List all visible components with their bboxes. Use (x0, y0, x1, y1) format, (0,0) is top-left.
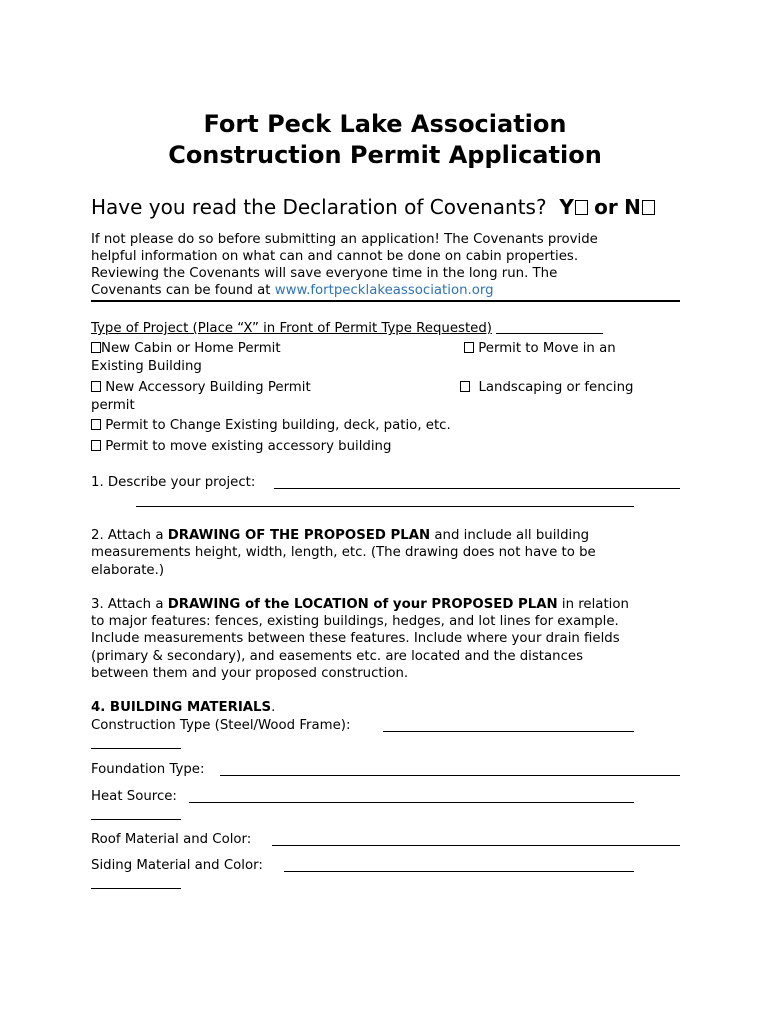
option-landscaping (460, 379, 634, 396)
no-checkbox[interactable] (642, 200, 655, 215)
section-2-line-3: elaborate.) (91, 563, 165, 578)
title-line-1: Fort Peck Lake Association (203, 110, 567, 138)
covenants-note-line-4 (91, 282, 494, 299)
section-3-suffix: in relation (557, 597, 629, 612)
no-label: N (624, 195, 641, 219)
move-in-label-line-2: Existing Building (91, 359, 202, 374)
section-divider (91, 300, 680, 302)
section-3-bold: DRAWING of the LOCATION of your PROPOSED PLAN (167, 597, 558, 612)
roof-material-label: Roof Material and Color: (91, 832, 252, 847)
covenants-question-text: Have you read the Declaration of Covenants? (91, 195, 547, 219)
siding-material-line-1[interactable] (284, 871, 634, 872)
heat-source-line-2[interactable] (91, 819, 181, 820)
section-3-prefix: 3. Attach a (91, 597, 168, 612)
construction-type-line-1[interactable] (383, 731, 634, 732)
section-2-bold: DRAWING OF THE PROPOSED PLAN (167, 528, 431, 543)
covenants-note-line-1: If not please do so before submitting an application! The Covenants provide (91, 232, 598, 247)
new-cabin-label: New Cabin or Home Permit (101, 341, 281, 356)
accessory-label: New Accessory Building Permit (105, 380, 311, 395)
covenants-link[interactable]: www.fortpecklakeassociation.org (274, 283, 494, 298)
section-2-prefix: 2. Attach a (91, 528, 168, 543)
covenants-note-line-3: Reviewing the Covenants will save everyone time in the long run. The (91, 266, 558, 281)
change-label: Permit to Change Existing building, deck, patio, etc. (105, 418, 451, 433)
project-type-heading (91, 320, 603, 337)
title-line-2: Construction Permit Application (168, 141, 602, 169)
foundation-type-label: Foundation Type: (91, 762, 205, 777)
new-cabin-checkbox[interactable] (91, 342, 101, 353)
covenants-note-line-2: helpful information on what can and cannot be done on cabin properties. (91, 249, 579, 264)
change-checkbox[interactable] (91, 419, 101, 430)
accessory-checkbox[interactable] (91, 381, 101, 392)
heat-source-line-1[interactable] (189, 802, 634, 803)
covenants-question (91, 195, 655, 219)
landscaping-checkbox[interactable] (460, 381, 470, 392)
move-accessory-checkbox[interactable] (91, 440, 101, 451)
section-3-line-4: (primary & secondary), and easements etc. are located and the distances (91, 649, 584, 664)
option-change (91, 417, 451, 434)
option-move-in (464, 340, 616, 357)
describe-project-line-1[interactable] (274, 488, 680, 489)
section-2-line-1 (91, 527, 589, 544)
yes-label: Y (559, 195, 574, 219)
siding-material-label: Siding Material and Color: (91, 858, 263, 873)
section-3-line-1 (91, 596, 629, 613)
option-move-accessory (91, 438, 391, 455)
project-type-heading-text: Type of Project (Place “X” in Front of Permit Type Requested) (91, 321, 492, 336)
heading-period: . (271, 700, 276, 715)
section-2-suffix: and include all building (430, 528, 590, 543)
building-materials-heading (91, 699, 275, 716)
option-new-cabin (91, 340, 281, 357)
foundation-type-line[interactable] (220, 775, 680, 776)
siding-material-line-2[interactable] (91, 888, 181, 889)
section-2-line-2: measurements height, width, length, etc. (The drawing does not have to be (91, 545, 596, 560)
section-3-line-3: Include measurements between these features. Include where your drain fields (91, 631, 620, 646)
covenants-note-prefix: Covenants can be found at (91, 283, 275, 298)
building-materials-heading-text: 4. BUILDING MATERIALS (91, 700, 272, 715)
describe-project-line-2[interactable] (136, 506, 634, 507)
section-3-line-5: between them and your proposed construction. (91, 666, 409, 681)
landscaping-label: Landscaping or fencing (478, 380, 634, 395)
heat-source-label: Heat Source: (91, 789, 177, 804)
section-3-line-2: to major features: fences, existing buildings, hedges, and lot lines for example. (91, 614, 619, 629)
landscaping-label-line-2: permit (91, 398, 135, 413)
construction-type-label: Construction Type (Steel/Wood Frame): (91, 718, 351, 733)
or-label: or (594, 195, 618, 219)
roof-material-line[interactable] (272, 845, 680, 846)
move-in-label: Permit to Move in an (478, 341, 616, 356)
construction-type-line-2[interactable] (91, 748, 181, 749)
project-type-blank[interactable] (496, 320, 603, 334)
move-accessory-label: Permit to move existing accessory building (105, 439, 392, 454)
move-in-checkbox[interactable] (464, 342, 474, 353)
option-accessory (91, 379, 311, 396)
yes-checkbox[interactable] (575, 200, 588, 215)
describe-project-label: 1. Describe your project: (91, 475, 256, 490)
